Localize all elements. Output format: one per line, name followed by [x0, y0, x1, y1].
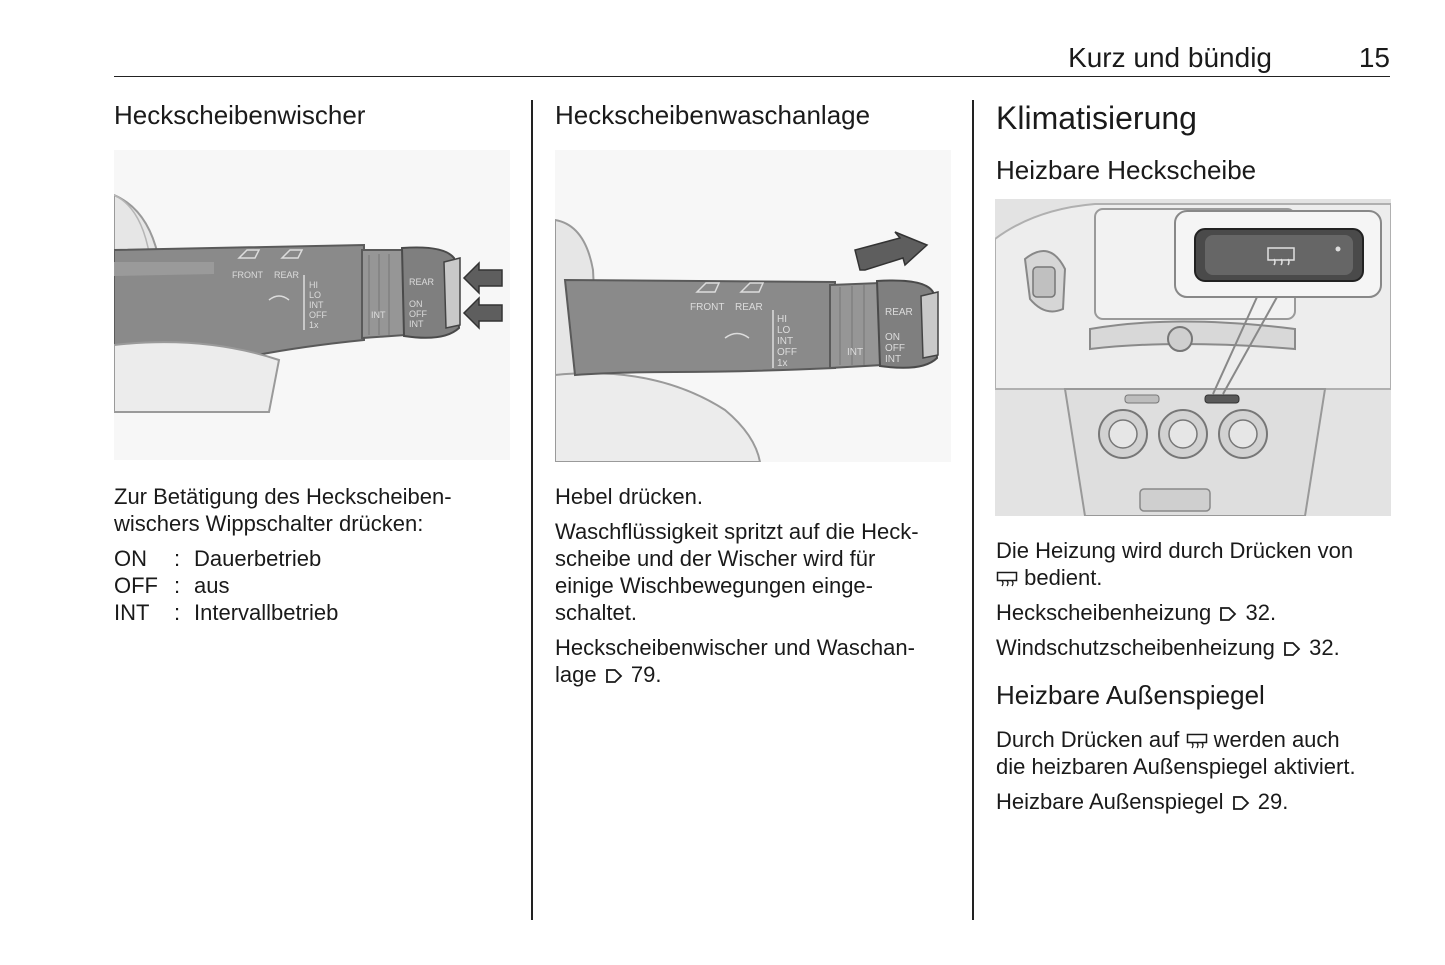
label-on: ON	[409, 299, 423, 309]
reference-page: 32.	[1309, 635, 1340, 660]
position-key: OFF	[114, 573, 158, 598]
heated-mirrors-text	[996, 726, 1406, 815]
washer-description-line-4: schaltet.	[555, 600, 637, 625]
washer-description-line-2: scheibe und der Wischer wird für	[555, 546, 876, 571]
separator: :	[174, 546, 181, 571]
arrow-reference-icon	[1217, 606, 1239, 622]
label-int-ring: INT	[847, 347, 864, 358]
washer-reference-line-1: Heckscheibenwischer und Waschan-	[555, 635, 915, 660]
list-item	[114, 545, 338, 572]
label-int-knob: INT	[409, 319, 424, 329]
list-item	[114, 572, 338, 599]
separator: :	[174, 573, 181, 598]
position-description: Dauerbetrieb	[194, 546, 322, 571]
label-rear: REAR	[735, 302, 763, 313]
rear-washer-text	[555, 483, 955, 688]
label-int-knob: INT	[885, 354, 902, 365]
heated-window-description-line-1: Die Heizung wird durch Drücken von	[996, 538, 1354, 563]
reference-page: 32.	[1245, 600, 1277, 625]
rear-wiper-intro-line-2: wischers Wippschalter drücken:	[114, 511, 424, 536]
page-number: 15	[1358, 42, 1390, 73]
wiper-lever-illustration	[114, 150, 510, 460]
heated-mirrors-line-1	[996, 726, 1406, 753]
heading-rear-washer: Heckscheibenwaschanlage	[555, 100, 871, 130]
reference-windscreen-heating[interactable]	[996, 634, 1406, 661]
rear-window-heater-icon	[1186, 733, 1208, 749]
heated-mirrors-line-2: die heizbaren Außenspiegel aktiviert.	[996, 754, 1356, 779]
label-int-ring: INT	[371, 310, 386, 320]
label-lo: LO	[309, 290, 322, 300]
reference-rear-window-heating[interactable]	[996, 599, 1406, 626]
washer-description-line-3: einige Wischbewegungen einge-	[555, 573, 873, 598]
washer-lever-illustration	[555, 150, 951, 462]
arrow-reference-icon	[1230, 795, 1252, 811]
label-front: FRONT	[232, 270, 263, 280]
label-on: ON	[885, 332, 900, 343]
page-header	[114, 40, 1390, 77]
heading-heated-rear-window: Heizbare Heckscheibe	[996, 155, 1257, 185]
position-key: INT	[114, 600, 150, 625]
label-hi: HI	[309, 280, 318, 290]
section-title: Kurz und bündig	[1068, 42, 1272, 73]
rear-window-heater-icon	[996, 571, 1018, 587]
label-off-knob: OFF	[409, 309, 427, 319]
heading-heated-mirrors: Heizbare Außenspiegel	[996, 680, 1265, 710]
heated-rear-window-text	[996, 537, 1406, 661]
separator: :	[174, 600, 181, 625]
description-text: werden auch	[1213, 727, 1340, 752]
description-text: Durch Drücken auf	[996, 727, 1180, 752]
reference-text: lage	[555, 662, 597, 687]
washer-description-line-1: Waschflüssigkeit spritzt auf die Heck-	[555, 519, 919, 544]
rear-wiper-intro	[114, 483, 514, 537]
arrow-reference-icon	[603, 668, 625, 684]
reference-page: 29.	[1257, 789, 1289, 814]
reference-page: 79.	[630, 662, 662, 687]
description-text: bedient.	[1024, 565, 1103, 590]
label-1x: 1x	[309, 320, 319, 330]
reference-text: Heizbare Außenspiegel	[996, 789, 1224, 814]
heading-rear-wiper: Heckscheibenwischer	[114, 100, 366, 130]
heading-climate-control: Klimatisierung	[996, 100, 1197, 136]
reference-text: Heckscheibenheizung	[996, 600, 1212, 625]
label-int: INT	[777, 336, 794, 347]
label-lo: LO	[777, 325, 791, 336]
label-off: OFF	[309, 310, 327, 320]
position-description: aus	[194, 573, 230, 598]
label-front: FRONT	[690, 302, 725, 313]
instruction-push-lever: Hebel drücken.	[555, 484, 703, 509]
column-divider-1	[531, 100, 533, 920]
label-rear: REAR	[274, 270, 300, 280]
arrow-reference-icon	[1281, 641, 1303, 657]
dashboard-illustration	[995, 199, 1391, 516]
label-rear-knob: REAR	[409, 277, 435, 287]
heated-window-description-line-2	[996, 564, 1406, 591]
label-rear-knob: REAR	[885, 307, 913, 318]
rear-wiper-switch-positions	[114, 545, 338, 626]
list-item	[114, 599, 338, 626]
label-int: INT	[309, 300, 324, 310]
label-off-knob: OFF	[885, 343, 905, 354]
reference-text: Windschutzscheibenheizung	[996, 635, 1275, 660]
column-divider-2	[972, 100, 974, 920]
label-off: OFF	[777, 347, 797, 358]
position-key: ON	[114, 546, 147, 571]
label-hi: HI	[777, 314, 787, 325]
label-1x: 1x	[777, 358, 788, 369]
rear-wiper-intro-line-1: Zur Betätigung des Heckscheiben-	[114, 484, 452, 509]
position-description: Intervallbetrieb	[194, 600, 339, 625]
washer-reference-line-2[interactable]	[555, 661, 955, 688]
reference-heated-mirrors[interactable]	[996, 788, 1406, 815]
